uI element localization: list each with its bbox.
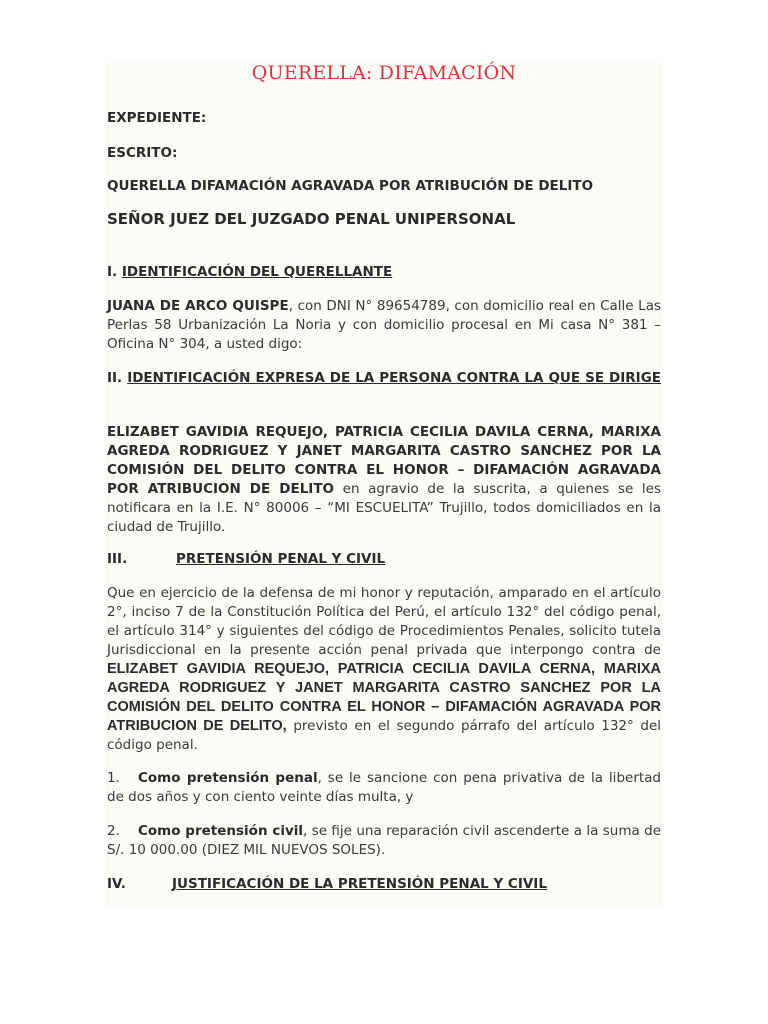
section-1-heading xyxy=(107,264,661,280)
accused-persons: ELIZABET GAVIDIA REQUEJO, PATRICIA CECILIA DAVILA CERNA, MARIXA AGREDA RODRIGUEZ Y JANET MARGARITA CASTRO SANCHEZ POR LA COMISIÓN DEL DELITO CONTRA EL HONOR – DIFAMACIÓN AGRAVADA POR ATRIBUCION DE DELITO xyxy=(107,424,661,497)
section-4-heading xyxy=(107,876,661,892)
expediente-label: EXPEDIENTE: xyxy=(107,110,207,126)
claim-item-2-label: Como pretensión civil xyxy=(138,823,304,839)
section-4-title: JUSTIFICACIÓN DE LA PRETENSIÓN PENAL Y CIVIL xyxy=(172,876,547,892)
section-3-accused: ELIZABET GAVIDIA REQUEJO, PATRICIA CECILIA DAVILA CERNA, MARIXA AGREDA RODRIGUEZ Y JANET MARGARITA CASTRO SANCHEZ POR LA COMISIÓN DEL DELITO CONTRA EL HONOR – DIFAMACIÓN AGRAVADA POR ATRIBUCION DE DELITO, xyxy=(107,661,661,734)
claim-item-1-label: Como pretensión penal xyxy=(138,770,318,786)
section-2-paragraph xyxy=(107,423,661,537)
section-3-paragraph xyxy=(107,584,661,755)
claim-item-1-number: 1. xyxy=(107,770,120,786)
section-3-intro: Que en ejercicio de la defensa de mi honor y reputación, amparado en el artículo 2°, inciso 7 de la Constitución Política del Perú, el artículo 132° del código penal, el artículo 314° y siguientes del código de Procedimientos Penales, solicito tutela Jurisdiccional en la presente acción penal privada que interpongo contra de xyxy=(107,585,661,658)
section-3-outro: previsto en el segundo párrafo del artículo 132° del código penal. xyxy=(107,718,662,753)
section-3-number: III. xyxy=(107,551,128,567)
section-3-heading xyxy=(107,551,661,567)
claim-item-1-text: , se le sancione con pena privativa de la libertad de dos años y con ciento veinte días multa, y xyxy=(107,770,661,805)
section-1-title: IDENTIFICACIÓN DEL QUERELLANTE xyxy=(121,264,393,280)
section-3-title: PRETENSIÓN PENAL Y CIVIL xyxy=(176,551,386,567)
section-4-number: IV. xyxy=(107,876,126,892)
document-subject: QUERELLA DIFAMACIÓN AGRAVADA POR ATRIBUCIÓN DE DELITO xyxy=(107,178,594,194)
addressee: SEÑOR JUEZ DEL JUZGADO PENAL UNIPERSONAL xyxy=(107,210,516,228)
claim-item-1 xyxy=(107,769,661,807)
section-1-paragraph xyxy=(107,297,661,354)
section-2-number: II. xyxy=(107,370,123,386)
section-1-number: I. xyxy=(107,264,118,280)
section-2-heading xyxy=(107,369,661,388)
section-1-text: , con DNI N° 89654789, con domicilio real en Calle Las Perlas 58 Urbanización La Noria y con domicilio procesal en Mi casa N° 381 – Oficina N° 304, a usted digo: xyxy=(107,298,661,352)
section-2-text: en agravio de la suscrita, a quienes se les notificara en la I.E. N° 80006 – “MI ESCUELITA” Trujillo, todos domiciliados en la ciudad de Trujillo. xyxy=(107,481,661,535)
claim-item-2-text: , se fije una reparación civil ascenderte a la suma de S/. 10 000.00 (DIEZ MIL NUEVOS SOLES). xyxy=(107,823,662,858)
claim-item-2-number: 2. xyxy=(107,823,120,839)
section-2-title: IDENTIFICACIÓN EXPRESA DE LA PERSONA CONTRA LA QUE SE DIRIGE xyxy=(127,370,661,386)
document-title: QUERELLA: DIFAMACIÓN xyxy=(251,62,517,84)
querellante-name: JUANA DE ARCO QUISPE xyxy=(107,298,289,314)
claim-item-2 xyxy=(107,822,661,860)
escrito-label: ESCRITO: xyxy=(107,145,178,161)
